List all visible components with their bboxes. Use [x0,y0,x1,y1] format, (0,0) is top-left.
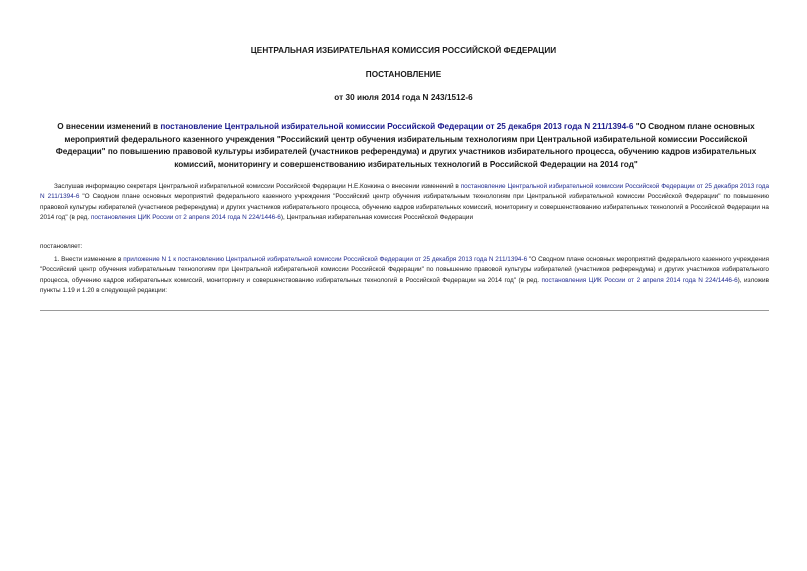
section-divider [40,310,769,311]
preamble-link-amendment[interactable]: постановления ЦИК России от 2 апреля 2014 года N 224/1446-6 [90,214,281,222]
item-1-link-appendix[interactable]: приложение N 1 к постановлению Центральной избирательной комиссии Российской Федерации от 25 декабря 2013 года N 211/1394-6 [123,256,528,263]
preamble-text-c: ), Центральная избирательная комиссия Российской Федерации [280,214,474,222]
issuing-authority: ЦЕНТРАЛЬНАЯ ИЗБИРАТЕЛЬНАЯ КОМИССИЯ РОССИЙСКОЙ ФЕДЕРАЦИИ [250,46,557,55]
preamble-text-a: Заслушав информацию секретаря Центральной избирательной комиссии Российской Федерации Н.Е.Конкина о внесении изменений в [54,183,461,190]
item-1-text-b: "О Сводном плане основных мероприятий федерального казенного учреждения "Российский центр обучения избирательным технологиям при Центральной избирательной комиссии Российской Федерации" по повышению правовой культуры избирателей (участников референдума) и других участников избирательного процесса, обучению кадров избирательных комиссий, мониторингу и совершенствованию избирательных технологий в Российской Федерации на 2014 год" (в ред. [40,256,769,284]
title-link-resolution[interactable]: постановление Центральной избирательной комиссии Российской Федерации от 25 декабря 2013 года N 211/1394-6 [160,122,634,131]
preamble-text-b: "О Сводном плане основных мероприятий федерального казенного учреждения "Российский центр обучения избирательным технологиям при Центральной избирательной комиссии Российской Федерации" по повышению правовой культуры избирателей (участников референдума) и других участников избирательного процесса, обучению кадров избирательных комиссий, мониторингу и совершенствованию избирательных технологий в Российской Федерации на 2014 год" (в ред. [40,193,769,222]
title-prefix: О внесении изменений в [57,122,161,131]
title-suffix: "О Сводном плане основных мероприятий федерального казенного учреждения "Российский центр обучения избирательным технологиям при Центральной избирательной комиссии Российской Федерации" по повышению правовой культуры избирателей (участников референдума) и других участников избирательного процесса, обучению кадров избирательных комиссий, мониторингу и совершенствованию избирательных технологий в Российской Федерации на 2014 год" [55,122,757,169]
preamble-paragraph [40,182,769,224]
item-1-text-c: ), изложив пункты 1.19 и 1.20 в следующей редакции: [40,276,769,295]
document-title [46,121,766,171]
item-1-link-amendment[interactable]: постановления ЦИК России от 2 апреля 2014 года N 224/1446-6 [541,276,738,284]
document-type: ПОСТАНОВЛЕНИЕ [365,70,442,79]
item-1-text-a: 1. Внести изменение в [54,256,124,263]
document-date-number: от 30 июля 2014 года N 243/1512-6 [334,93,473,102]
preamble-link-resolution[interactable]: постановление Центральной избирательной комиссии Российской Федерации от 25 декабря 2013 года N 211/1394-6 [40,183,770,201]
item-1-paragraph [40,255,769,297]
resolves-word: постановляет: [40,243,83,250]
